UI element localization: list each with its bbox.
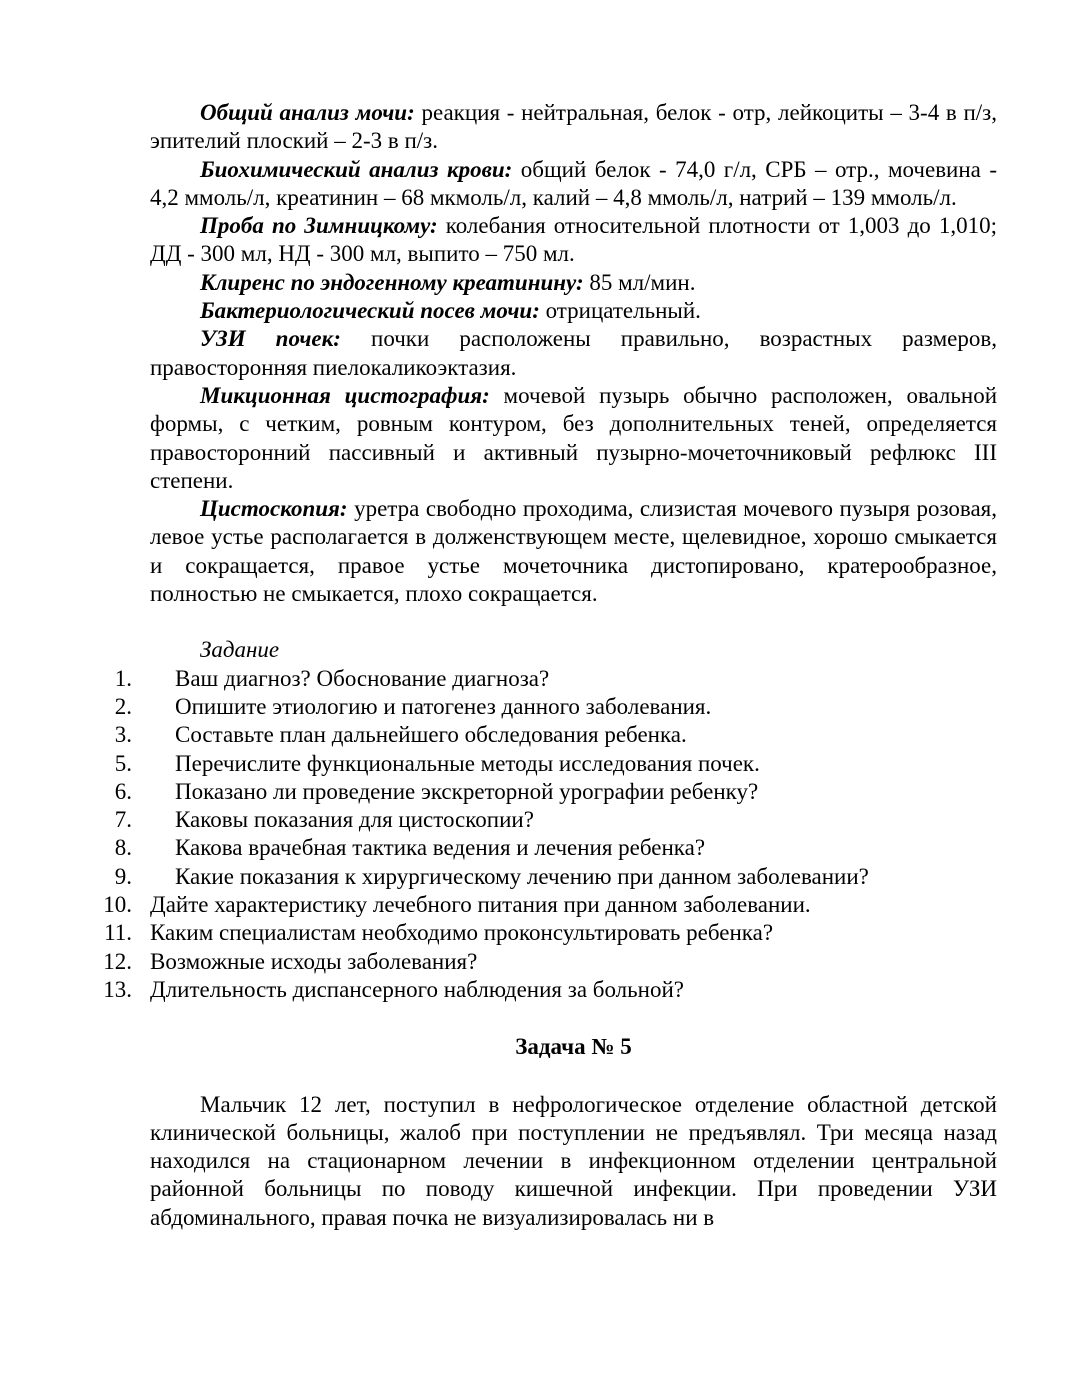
finding-text: уретра свободно проходима, слизистая мочевого пузыря розовая, левое устье располагается в долженствующем месте, щелевидное, хорошо смыкается и сокращается, правое устье мочеточника дистопировано, кратерообразное, полностью не смыкается, плохо сокращается. <box>150 496 997 607</box>
finding-creatinine-clearance <box>150 269 997 297</box>
finding-cystoscopy <box>150 495 997 608</box>
finding-label: УЗИ почек: <box>200 326 341 352</box>
finding-urine-culture <box>150 297 997 325</box>
finding-cystography <box>150 382 997 495</box>
task-number: 7. <box>114 807 132 833</box>
finding-text: 85 мл/мин. <box>583 269 696 295</box>
finding-label: Бактериологический посев мочи: <box>200 298 540 324</box>
task-text: Показано ли проведение экскреторной урографии ребенку? <box>175 778 759 804</box>
task-item <box>104 919 997 947</box>
task-text: Каким специалистам необходимо проконсультировать ребенка? <box>150 920 774 946</box>
finding-text: отрицательный. <box>539 298 701 324</box>
task-text: Каковы показания для цистоскопии? <box>175 807 534 833</box>
task-text: Какова врачебная тактика ведения и лечения ребенка? <box>175 835 706 861</box>
finding-urinalysis <box>150 99 997 156</box>
findings-section <box>150 99 997 608</box>
finding-label: Микционная цистография: <box>200 382 490 408</box>
task-item <box>114 778 997 806</box>
task-number: 6. <box>114 778 132 804</box>
finding-text: колебания относительной плотности от 1,003 до 1,010; ДД - 300 мл, НД - 300 мл, выпито – 750 мл. <box>150 213 997 267</box>
task-text: Какие показания к хирургическому лечению при данном заболевании? <box>175 863 869 889</box>
task-number: 11. <box>104 920 132 946</box>
task-item <box>114 693 997 721</box>
task-item <box>114 834 997 862</box>
finding-text: мочевой пузырь обычно расположен, овальной формы, с четким, ровным контуром, без дополнительных теней, определяется правосторонний пассивный и активный пузырно-мочеточниковый рефлюкс III степени. <box>150 382 997 493</box>
finding-label: Цистоскопия: <box>200 496 348 522</box>
task-item <box>114 721 997 749</box>
task-number: 8. <box>114 835 132 861</box>
task-number: 1. <box>114 665 132 691</box>
task-text: Перечислите функциональные методы исследования почек. <box>175 750 760 776</box>
task-text: Длительность диспансерного наблюдения за больной? <box>150 976 684 1002</box>
finding-zimnitsky-test <box>150 212 997 269</box>
task-number: 12. <box>103 948 132 974</box>
finding-label: Общий анализ мочи: <box>200 100 415 125</box>
finding-label: Биохимический анализ крови: <box>200 156 513 182</box>
finding-blood-biochemistry <box>150 156 997 213</box>
finding-text: реакция - нейтральная, белок - отр, лейкоциты – 3-4 в п/з, эпителий плоский – 2-3 в п/з. <box>150 100 997 154</box>
case-heading: Задача № 5 <box>515 1034 632 1060</box>
task-number: 3. <box>114 722 132 748</box>
task-number: 5. <box>114 750 132 776</box>
finding-kidney-ultrasound <box>150 325 997 382</box>
task-number: 9. <box>114 863 132 889</box>
task-text: Дайте характеристику лечебного питания при данном заболевании. <box>150 892 811 918</box>
task-item <box>114 863 997 891</box>
task-list <box>103 665 997 1005</box>
task-item <box>103 891 997 919</box>
finding-text: общий белок - 74,0 г/л, СРБ – отр., мочевина - 4,2 ммоль/л, креатинин – 68 мкмоль/л, калий – 4,8 ммоль/л, натрий – 139 ммоль/л. <box>150 156 997 210</box>
task-section-label: Задание <box>200 637 280 663</box>
task-text: Составьте план дальнейшего обследования ребенка. <box>175 722 687 748</box>
task-number: 13. <box>103 976 132 1002</box>
task-item <box>103 976 997 1004</box>
task-text: Возможные исходы заболевания? <box>150 948 478 974</box>
task-text: Ваш диагноз? Обоснование диагноза? <box>175 665 550 691</box>
finding-text: почки расположены правильно, возрастных размеров, правосторонняя пиелокаликоэктазия. <box>150 326 997 380</box>
task-item <box>103 948 997 976</box>
page-content <box>103 99 997 1232</box>
task-item <box>114 750 997 778</box>
task-text: Опишите этиологию и патогенез данного заболевания. <box>175 693 712 719</box>
task-number: 2. <box>114 693 132 719</box>
task-item <box>114 665 997 693</box>
finding-label: Проба по Зимницкому: <box>200 213 438 239</box>
finding-label: Клиренс по эндогенному креатинину: <box>200 269 584 295</box>
task-item <box>114 806 997 834</box>
task-number: 10. <box>103 892 132 918</box>
case-description: Мальчик 12 лет, поступил в нефрологическое отделение областной детской клинической больницы, жалоб при поступлении не предъявлял. Три месяца назад находился на стационарном лечении в инфекционном отделении центральной районной больницы по поводу кишечной инфекции. При проведении УЗИ абдоминального, правая почка не визуализировалась ни в <box>150 1091 997 1230</box>
